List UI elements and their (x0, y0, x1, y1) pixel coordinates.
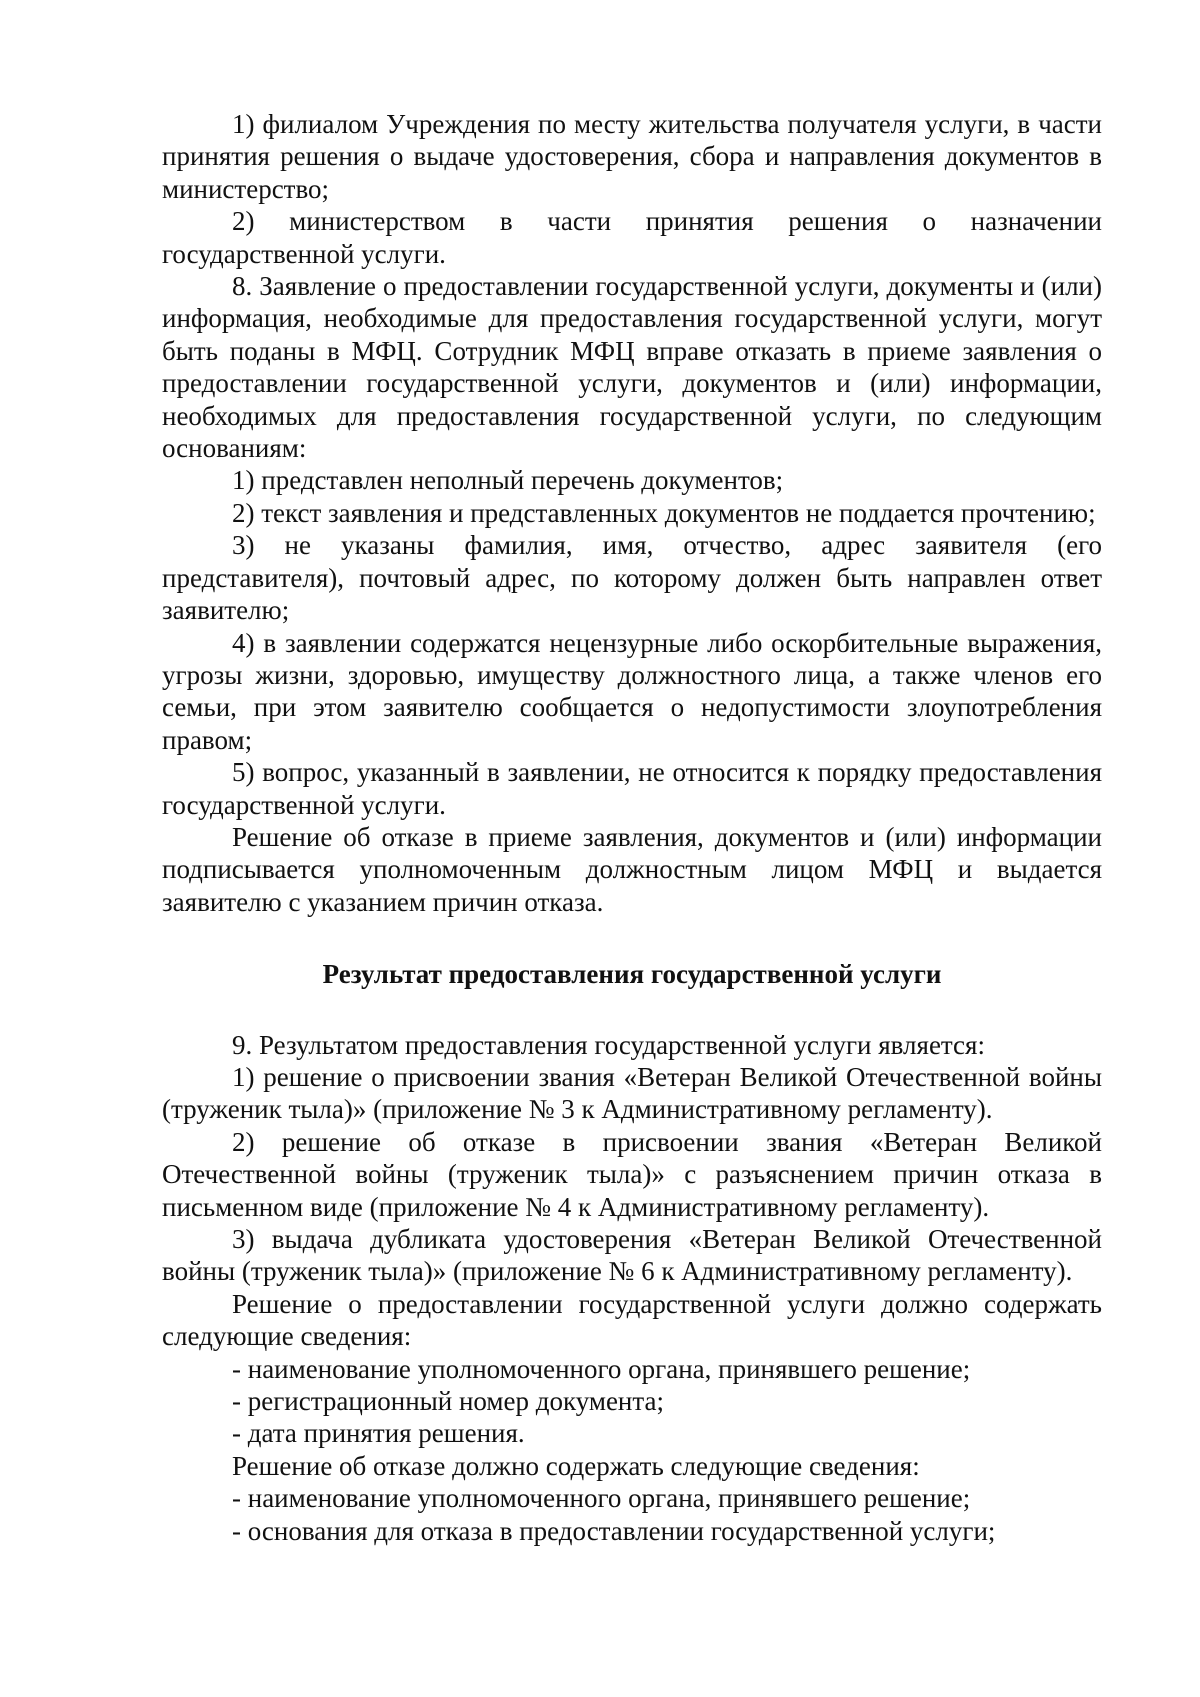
paragraph-decision: Решение о предоставлении государственной услуги должно содержать следующие сведения: (162, 1288, 1102, 1352)
paragraph-8-item-4: 4) в заявлении содержатся нецензурные либо оскорбительные выражения, угрозы жизни, здоровью, имуществу должностного лица, а также членов его семьи, при этом заявителю сообщается о недопустимости злоупотребления правом; (162, 627, 1102, 755)
refusal-item: - наименование уполномоченного органа, принявшего решение; (232, 1483, 971, 1514)
section-heading: Результат предоставления государственной услуги (322, 959, 942, 990)
paragraph-8-item-5: 5) вопрос, указанный в заявлении, не относится к порядку предоставления государственной услуги. (162, 757, 1102, 820)
paragraph-8-refusal: Решение об отказе в приеме заявления, документов и (или) информации подписывается уполномоченным должностным лицом МФЦ и выдается заявителю с указанием причин отказа. (162, 821, 1102, 917)
document-body (162, 108, 1102, 1547)
paragraph-8: 8. Заявление о предоставлении государственной услуги, документы и (или) информация, необходимые для предоставления государственной услуги, могут быть поданы в МФЦ. Сотрудник МФЦ вправе отказать в приеме заявления о предоставлении государственной услуги, документов и (или) информации, необходимых для предоставления государственной услуги, по следующим основаниям: (162, 271, 1102, 464)
paragraph-refusal: Решение об отказе должно содержать следующие сведения: (232, 1450, 920, 1481)
paragraph-8-item-2: 2) текст заявления и представленных документов не поддается прочтению; (232, 497, 1096, 528)
paragraph-9: 9. Результатом предоставления государственной услуги является: (232, 1029, 985, 1060)
paragraph-9-item-3: 3) выдача дубликата удостоверения «Ветеран Великой Отечественной войны (труженик тыла)» (приложение № 6 к Административному регламенту). (162, 1224, 1102, 1287)
paragraph-8-item-3: 3) не указаны фамилия, имя, отчество, адрес заявителя (его представителя), почтовый адрес, по которому должен быть направлен ответ заявителю; (162, 530, 1102, 626)
refusal-item: - основания для отказа в предоставлении государственной услуги; (232, 1515, 996, 1546)
decision-item: - регистрационный номер документа; (232, 1386, 664, 1417)
paragraph-9-item-2: 2) решение об отказе в присвоении звания «Ветеран Великой Отечественной войны (труженик тыла)» с разъяснением причин отказа в письменном виде (приложение № 4 к Административному регламенту). (162, 1126, 1102, 1222)
paragraph-8-item-1: 1) представлен неполный перечень документов; (232, 465, 784, 496)
decision-item: - дата принятия решения. (232, 1418, 525, 1449)
paragraph-7-item-2: 2) министерством в части принятия решения о назначении государственной услуги. (162, 206, 1102, 269)
decision-item: - наименование уполномоченного органа, принявшего решение; (232, 1353, 971, 1384)
paragraph-7-item-1: 1) филиалом Учреждения по месту жительства получателя услуги, в части принятия решения о выдаче удостоверения, сбора и направления документов в министерство; (162, 109, 1102, 204)
paragraph-9-item-1: 1) решение о присвоении звания «Ветеран Великой Отечественной войны (труженик тыла)» (приложение № 3 к Административному регламенту). (162, 1061, 1102, 1125)
